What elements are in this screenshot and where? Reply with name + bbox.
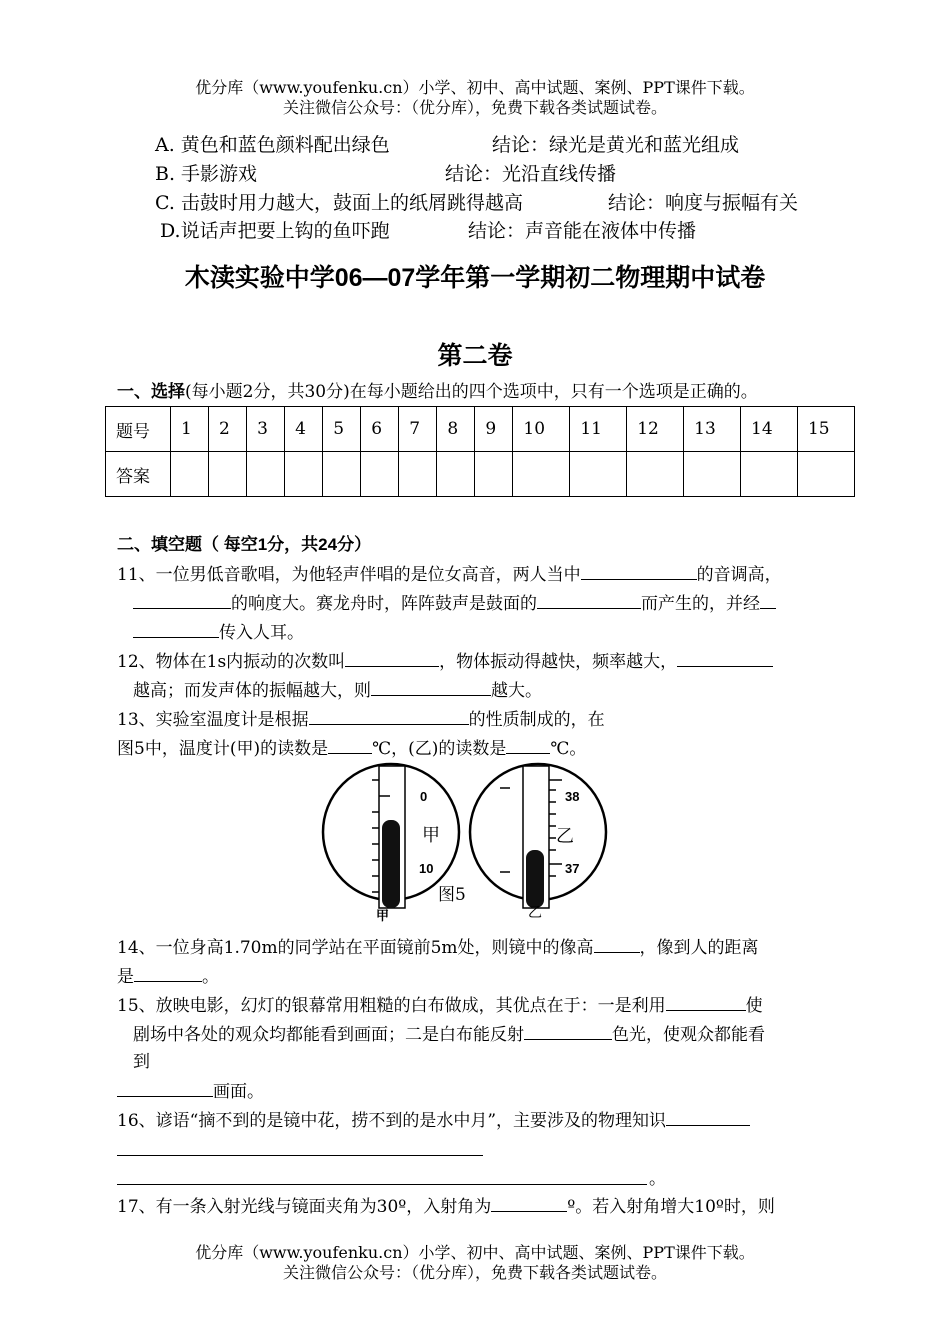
table-cell: 8 (437, 407, 475, 452)
table-row-label: 答案 (106, 452, 171, 497)
q11-text: 而产生的，并经 (641, 594, 760, 614)
answer-cell[interactable] (399, 452, 437, 497)
q15-line2 (133, 1021, 765, 1048)
q16-answer-line-2[interactable] (117, 1184, 647, 1185)
answer-cell[interactable] (797, 452, 854, 497)
page-footer-line1: 优分库（www.youfenku.cn）小学、初中、高中试题、案例、PPT课件下载。 (195, 1243, 755, 1262)
q13-line2 (117, 735, 586, 762)
thermometer-b-tick-bottom: 37 (565, 861, 580, 876)
q11-text: 的响度大。赛龙舟时，阵阵鼓声是鼓面的 (231, 594, 537, 614)
q13-blank-3[interactable] (506, 735, 550, 754)
q12-text: 12、物体在1s内振动的次数叫 (117, 652, 346, 672)
option-b-conclusion: 结论：光沿直线传播 (445, 163, 617, 185)
q15-text: 画面。 (213, 1082, 264, 1102)
q11-blank-1[interactable] (581, 561, 697, 580)
q13-text: 的性质制成的，在 (468, 710, 605, 730)
table-cell: 13 (684, 407, 741, 452)
answer-cell[interactable] (209, 452, 247, 497)
thermometer-b-liquid (526, 850, 544, 908)
thermometer-a-tick-top: 0 (420, 789, 428, 804)
q15-text: 使 (745, 996, 763, 1016)
answer-cell[interactable] (475, 452, 513, 497)
q13-blank-1[interactable] (309, 706, 469, 725)
thermometer-a-inner-label: 甲 (422, 825, 440, 846)
q11-line1 (117, 561, 782, 588)
answer-cell[interactable] (323, 452, 361, 497)
answer-cell[interactable] (247, 452, 285, 497)
answer-cell[interactable] (361, 452, 399, 497)
q13-text: ℃。 (550, 739, 587, 759)
q15-line1 (117, 992, 763, 1019)
table-cell: 5 (323, 407, 361, 452)
table-cell: 1 (171, 407, 209, 452)
q12-line1 (117, 648, 773, 675)
q14-text: 是 (117, 967, 134, 987)
table-cell: 7 (399, 407, 437, 452)
answer-cell[interactable] (171, 452, 209, 497)
table-row (106, 452, 855, 497)
q16-answer-line-1[interactable] (117, 1155, 483, 1156)
q16-end: 。 (649, 1169, 666, 1189)
q15-text: 剧场中各处的观众均都能看到画面；二是白布能反射 (133, 1025, 524, 1045)
option-a-conclusion: 结论：绿光是黄光和蓝光组成 (492, 134, 740, 156)
thermometer-a-tick-bottom: 10 (419, 861, 434, 876)
q11-line2 (133, 590, 776, 617)
q12-text: ，物体振动得越快，频率越大， (439, 652, 678, 672)
q14-blank-1[interactable] (594, 934, 640, 953)
option-b: B. 手影游戏 (155, 163, 258, 185)
table-cell: 14 (741, 407, 798, 452)
section1-label: 一、选择 (117, 382, 185, 401)
q11-blank-2[interactable] (133, 590, 231, 609)
answer-cell[interactable] (684, 452, 741, 497)
q14-line1 (117, 934, 759, 961)
q13-text: 图5中，温度计(甲)的读数是 (117, 739, 329, 759)
option-c-conclusion: 结论：响度与振幅有关 (608, 192, 799, 214)
q13-text: ℃，(乙)的读数是 (372, 739, 507, 759)
q14-text: 14、一位身高1.70m的同学站在平面镜前5m处，则镜中的像高 (117, 938, 594, 958)
q17-blank-1[interactable] (491, 1193, 567, 1212)
q15-text: 15、放映电影，幻灯的银幕常用粗糙的白布做成，其优点在于：一是利用 (117, 996, 666, 1016)
section2-heading: 二、填空题（ 每空1分，共24分） (117, 535, 372, 554)
table-row-label: 题号 (106, 407, 171, 452)
table-cell: 10 (513, 407, 570, 452)
thermometer-a-liquid (382, 820, 400, 908)
section1-desc: (每小题2分，共30分)在每小题给出的四个选项中，只有一个选项是正确的。 (185, 382, 758, 402)
q13-line1 (117, 706, 605, 733)
q17-text: º。若入射角增大10º时，则 (567, 1197, 775, 1217)
q11-text: 11、一位男低音歌唱，为他轻声伴唱的是位女高音，两人当中 (117, 565, 581, 585)
q12-blank-1[interactable] (345, 648, 439, 667)
answer-cell[interactable] (513, 452, 570, 497)
q12-text: 越大。 (491, 681, 542, 701)
q15-text: 色光，使观众都能看 (612, 1025, 765, 1045)
answer-table (105, 406, 855, 497)
q14-text: 。 (202, 967, 219, 987)
thermometer-b-tick-top: 38 (565, 789, 580, 804)
answer-cell[interactable] (627, 452, 684, 497)
q15-blank-2[interactable] (524, 1021, 612, 1040)
q11-text: 的音调高， (696, 565, 782, 585)
figure-caption: 图5 (438, 885, 466, 905)
q14-text: ，像到人的距离 (639, 938, 759, 958)
page-header-line1: 优分库（www.youfenku.cn）小学、初中、高中试题、案例、PPT课件下载。 (195, 78, 755, 97)
q12-line2 (133, 677, 542, 704)
exam-title: 木渎实验中学06—07学年第一学期初二物理期中试卷 (184, 264, 766, 292)
table-cell: 3 (247, 407, 285, 452)
page-header-line2: 关注微信公众号：（优分库），免费下载各类试题试卷。 (282, 98, 667, 117)
q16-line1 (117, 1107, 750, 1134)
q11-text: 传入人耳。 (219, 623, 304, 643)
q14-line2 (117, 963, 219, 990)
answer-cell[interactable] (437, 452, 475, 497)
answer-cell[interactable] (285, 452, 323, 497)
q16-text: 16、谚语“摘不到的是镜中花，捞不到的是水中月”，主要涉及的物理知识 (117, 1111, 667, 1131)
thermometer-b-label: 乙 (528, 905, 542, 921)
q12-blank-3[interactable] (371, 677, 491, 696)
table-cell: 12 (627, 407, 684, 452)
table-cell: 4 (285, 407, 323, 452)
q11-blank-3[interactable] (537, 590, 641, 609)
option-d: D.说话声把要上钩的鱼吓跑 (160, 220, 390, 242)
answer-cell[interactable] (570, 452, 627, 497)
thermometer-b-inner-label: 乙 (556, 826, 574, 847)
table-cell: 9 (475, 407, 513, 452)
option-a: A. 黄色和蓝色颜料配出绿色 (155, 134, 390, 156)
q13-blank-2[interactable] (328, 735, 372, 754)
exam-subtitle: 第二卷 (437, 342, 513, 370)
q14-blank-2[interactable] (134, 963, 202, 982)
table-cell: 6 (361, 407, 399, 452)
q11-blank-4a[interactable] (760, 590, 776, 609)
thermometer-figure (310, 760, 620, 925)
q17-text: 17、有一条入射光线与镜面夹角为30º，入射角为 (117, 1197, 492, 1217)
q12-blank-2[interactable] (677, 648, 773, 667)
option-c: C. 击鼓时用力越大，鼓面上的纸屑跳得越高 (155, 192, 523, 214)
table-cell: 11 (570, 407, 627, 452)
section1-heading (117, 380, 758, 404)
table-cell: 15 (797, 407, 854, 452)
q11-line3 (133, 619, 304, 646)
table-row (106, 407, 855, 452)
page-footer-line2: 关注微信公众号：（优分库），免费下载各类试题试卷。 (282, 1263, 667, 1282)
q12-text: 越高；而发声体的振幅越大，则 (133, 681, 371, 701)
q13-text: 13、实验室温度计是根据 (117, 710, 309, 730)
q15-line4 (117, 1078, 264, 1105)
q15-line3: 到 (133, 1052, 150, 1072)
answer-cell[interactable] (741, 452, 798, 497)
q17-line1 (117, 1193, 775, 1220)
q15-blank-3[interactable] (117, 1078, 213, 1097)
q11-blank-4b[interactable] (133, 619, 219, 638)
q16-blank-1[interactable] (666, 1107, 750, 1126)
q15-blank-1[interactable] (666, 992, 746, 1011)
thermometer-a-label: 甲 (376, 909, 390, 924)
option-d-conclusion: 结论：声音能在液体中传播 (468, 220, 697, 242)
table-cell: 2 (209, 407, 247, 452)
